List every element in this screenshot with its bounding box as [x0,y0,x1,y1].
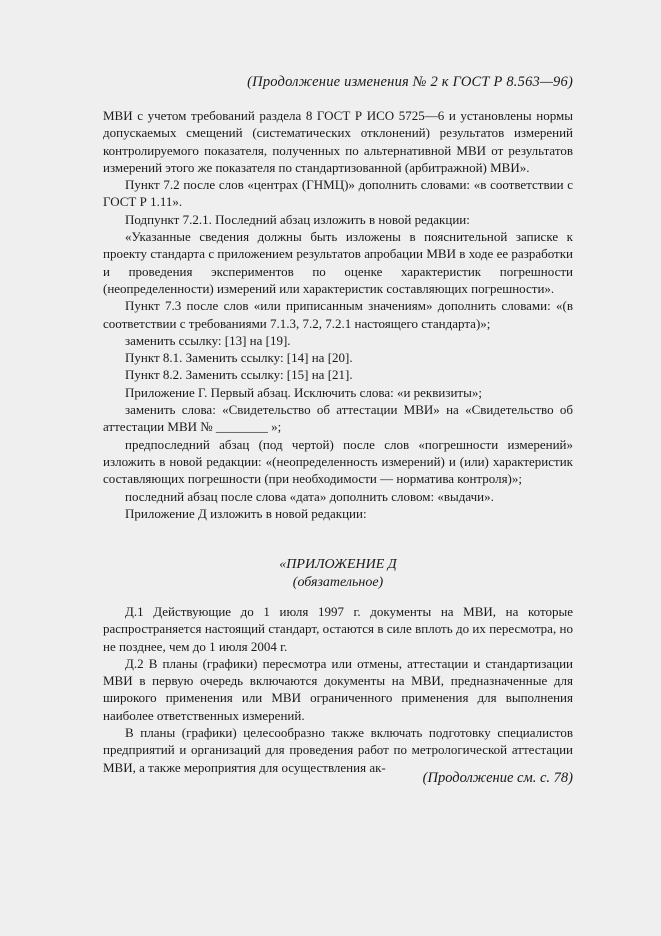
paragraph: Приложение Д изложить в новой редакции: [125,505,367,521]
paragraph: Пункт 8.2. Заменить ссылку: [15] на [21]. [125,367,353,383]
paragraph: Д.1 Действующие до 1 июля 1997 г. документы на МВИ, на которые распространяется настоящий стандарт, остаются в силе вплоть до их пересмотра, но не позднее, чем до 1 июля 2004 г. [103,604,573,654]
continuation-footer: (Продолжение см. с. 78) [422,770,573,786]
paragraph: Приложение Г. Первый абзац. Исключить слова: «и реквизиты»; [125,384,482,400]
appendix-subtitle: (обязательное) [292,575,384,590]
paragraph: заменить слова: «Свидетельство об аттестации МВИ» на «Свидетельство об аттестации МВИ № ________ »; [103,402,573,435]
amendment-text [103,107,573,522]
appendix-heading [103,556,573,592]
paragraph: Пункт 7.2 после слов «центрах (ГНМЦ)» дополнить словами: «в соответствии с ГОСТ Р 1.11». [103,177,573,210]
paragraph: предпоследний абзац (под чертой) после слов «погрешности измерений» изложить в новой редакции: «(неопределенность измерений) и (или) характеристик составляющих погрешности (при необходимости — норматива контроля)»; [103,436,573,487]
paragraph: Пункт 7.3 после слов «или приписанным значениям» дополнить словами: «(в соответствии с требованиями 7.1.3, 7.2, 7.2.1 настоящего стандарта)»; [103,298,573,331]
paragraph: последний абзац после слова «дата» дополнить словом: «выдачи». [125,488,494,504]
paragraph: Подпункт 7.2.1. Последний абзац изложить в новой редакции: [125,211,470,227]
appendix-title: «ПРИЛОЖЕНИЕ Д [279,557,397,572]
paragraph: Д.2 В планы (графики) пересмотра или отмены, аттестации и стандартизации МВИ в первую очередь включаются документы на МВИ, предназначенные для широкого применения или МВИ ограниченного применения для выполнения наиболее ответственных измерений. [103,655,573,723]
paragraph: МВИ с учетом требований раздела 8 ГОСТ Р ИСО 5725—6 и установлены нормы допускаемых смещений (систематических отклонений) результатов измерений контролируемого показателя, полученных по альтернативной МВИ от результатов измерений этого же показателя по стандартизованной (арбитражной) МВИ». [103,108,573,175]
paragraph: «Указанные сведения должны быть изложены в пояснительной записке к проекту стандарта с приложением результатов апробации МВИ в ходе ее разработки и проведения экспериментов по оценке характеристик погрешности (неопределенности) измерений или характеристик составляющих погрешности». [103,229,573,296]
appendix-text [103,603,573,776]
paragraph: заменить ссылку: [13] на [19]. [125,332,291,348]
continuation-header: (Продолжение изменения № 2 к ГОСТ Р 8.563—96) [247,74,573,90]
paragraph: В планы (графики) целесообразно также включать подготовку специалистов предприятий и организаций для проведения работ по метрологической аттестации МВИ, а также мероприятия для осуществления ак- [103,725,573,775]
paragraph: Пункт 8.1. Заменить ссылку: [14] на [20]. [125,350,353,366]
